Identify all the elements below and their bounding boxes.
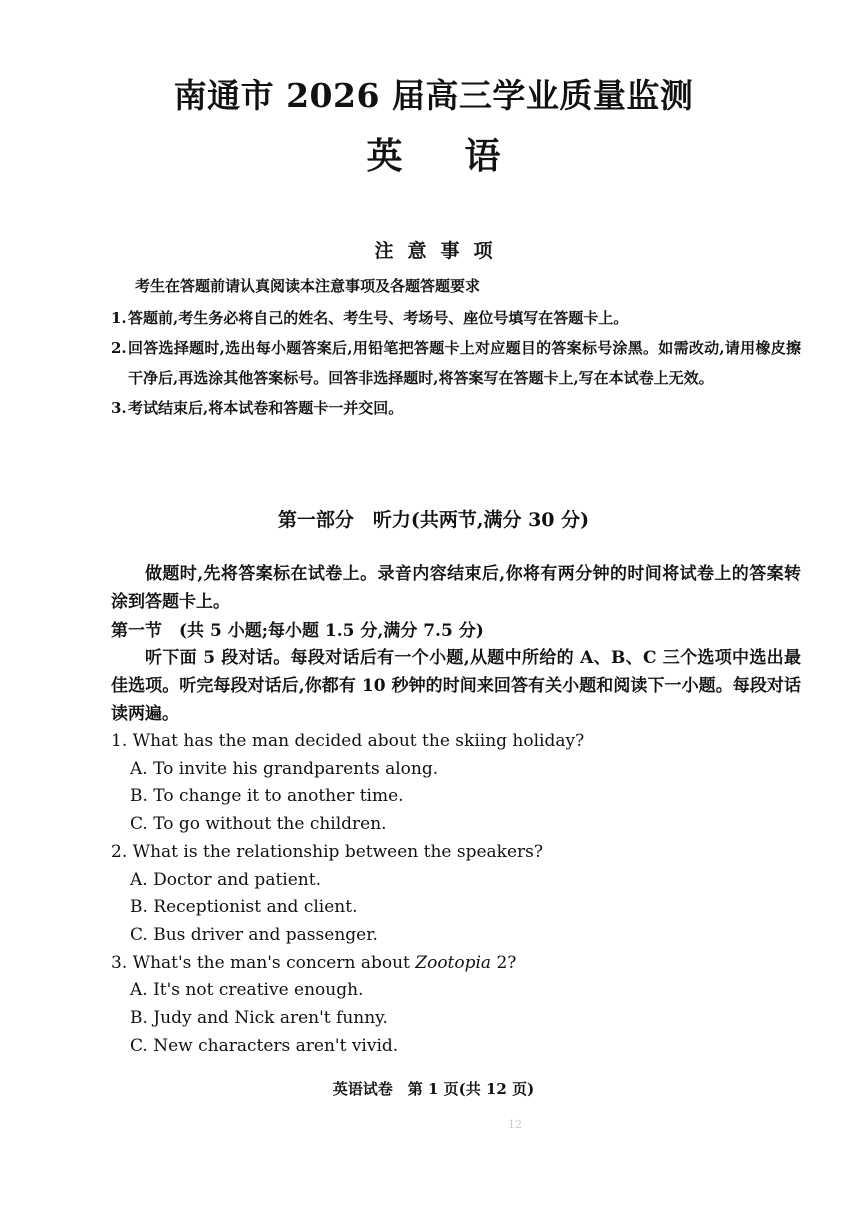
answer-option: A. Doctor and patient.: [130, 869, 321, 890]
notice-item-text: 回答选择题时,选出每小题答案后,用铅笔把答题卡上对应题目的答案标号涂黑。如需改动,请用橡皮擦干净后,再选涂其他答案标号。回答非选择题时,将答案写在答题卡上,写在本试卷上无效。: [128, 339, 801, 387]
question-stem-end: 2?: [491, 952, 517, 973]
question-list: [111, 728, 801, 1060]
answer-option: A. To invite his grandparents along.: [130, 758, 439, 779]
notice-item: [111, 333, 801, 393]
notice-heading: 注意事项: [374, 240, 507, 262]
answer-option: B. To change it to another time.: [130, 786, 404, 807]
notice-item: [111, 303, 801, 333]
section-one-heading: 第一节 (共 5 小题;每小题 1.5 分,满分 7.5 分): [111, 621, 484, 641]
faint-mark: 12: [508, 1118, 522, 1131]
notice-intro: 考生在答题前请认真阅读本注意事项及各题答题要求: [135, 277, 481, 295]
answer-option: B. Receptionist and client.: [130, 897, 358, 918]
answer-option: A. It's not creative enough.: [130, 980, 364, 1001]
question-stem-start: 3. What's the man's concern about: [111, 952, 416, 973]
question: [111, 728, 801, 839]
question-stem: [111, 950, 801, 978]
notice-item-number: 2.: [111, 339, 127, 357]
page-footer: 英语试卷 第 1 页(共 12 页): [332, 1080, 535, 1098]
answer-option: C. Bus driver and passenger.: [130, 924, 378, 945]
movie-title: Zootopia: [415, 952, 492, 973]
notice-item-number: 1.: [111, 309, 127, 327]
exam-title: 南通市 2026 届高三学业质量监测: [173, 76, 694, 115]
question: [111, 950, 801, 1061]
answer-option: B. Judy and Nick aren't funny.: [130, 1008, 388, 1029]
answer-option: C. New characters aren't vivid.: [130, 1035, 399, 1056]
part-one-instruction: 做题时,先将答案标在试卷上。录音内容结束后,你将有两分钟的时间将试卷上的答案转涂到答题卡上。: [111, 564, 801, 612]
notice-item-text: 答题前,考生务必将自己的姓名、考生号、考场号、座位号填写在答题卡上。: [128, 309, 629, 327]
question: [111, 839, 801, 950]
notice-item-number: 3.: [111, 399, 127, 417]
answer-option: C. To go without the children.: [130, 814, 387, 835]
part-one-heading: 第一部分 听力(共两节,满分 30 分): [277, 509, 590, 531]
subject-title: 英语: [366, 135, 563, 177]
notice-list: [111, 303, 801, 423]
question-stem: 2. What is the relationship between the speakers?: [111, 841, 544, 862]
notice-item-text: 考试结束后,将本试卷和答题卡一并交回。: [128, 399, 404, 417]
notice-item: [111, 393, 801, 423]
question-stem: 1. What has the man decided about the skiing holiday?: [111, 731, 585, 751]
section-one-instruction: 听下面 5 段对话。每段对话后有一个小题,从题中所给的 A、B、C 三个选项中选出最佳选项。听完每段对话后,你都有 10 秒钟的时间来回答有关小题和阅读下一小题。每段对话读两遍。: [111, 648, 801, 724]
